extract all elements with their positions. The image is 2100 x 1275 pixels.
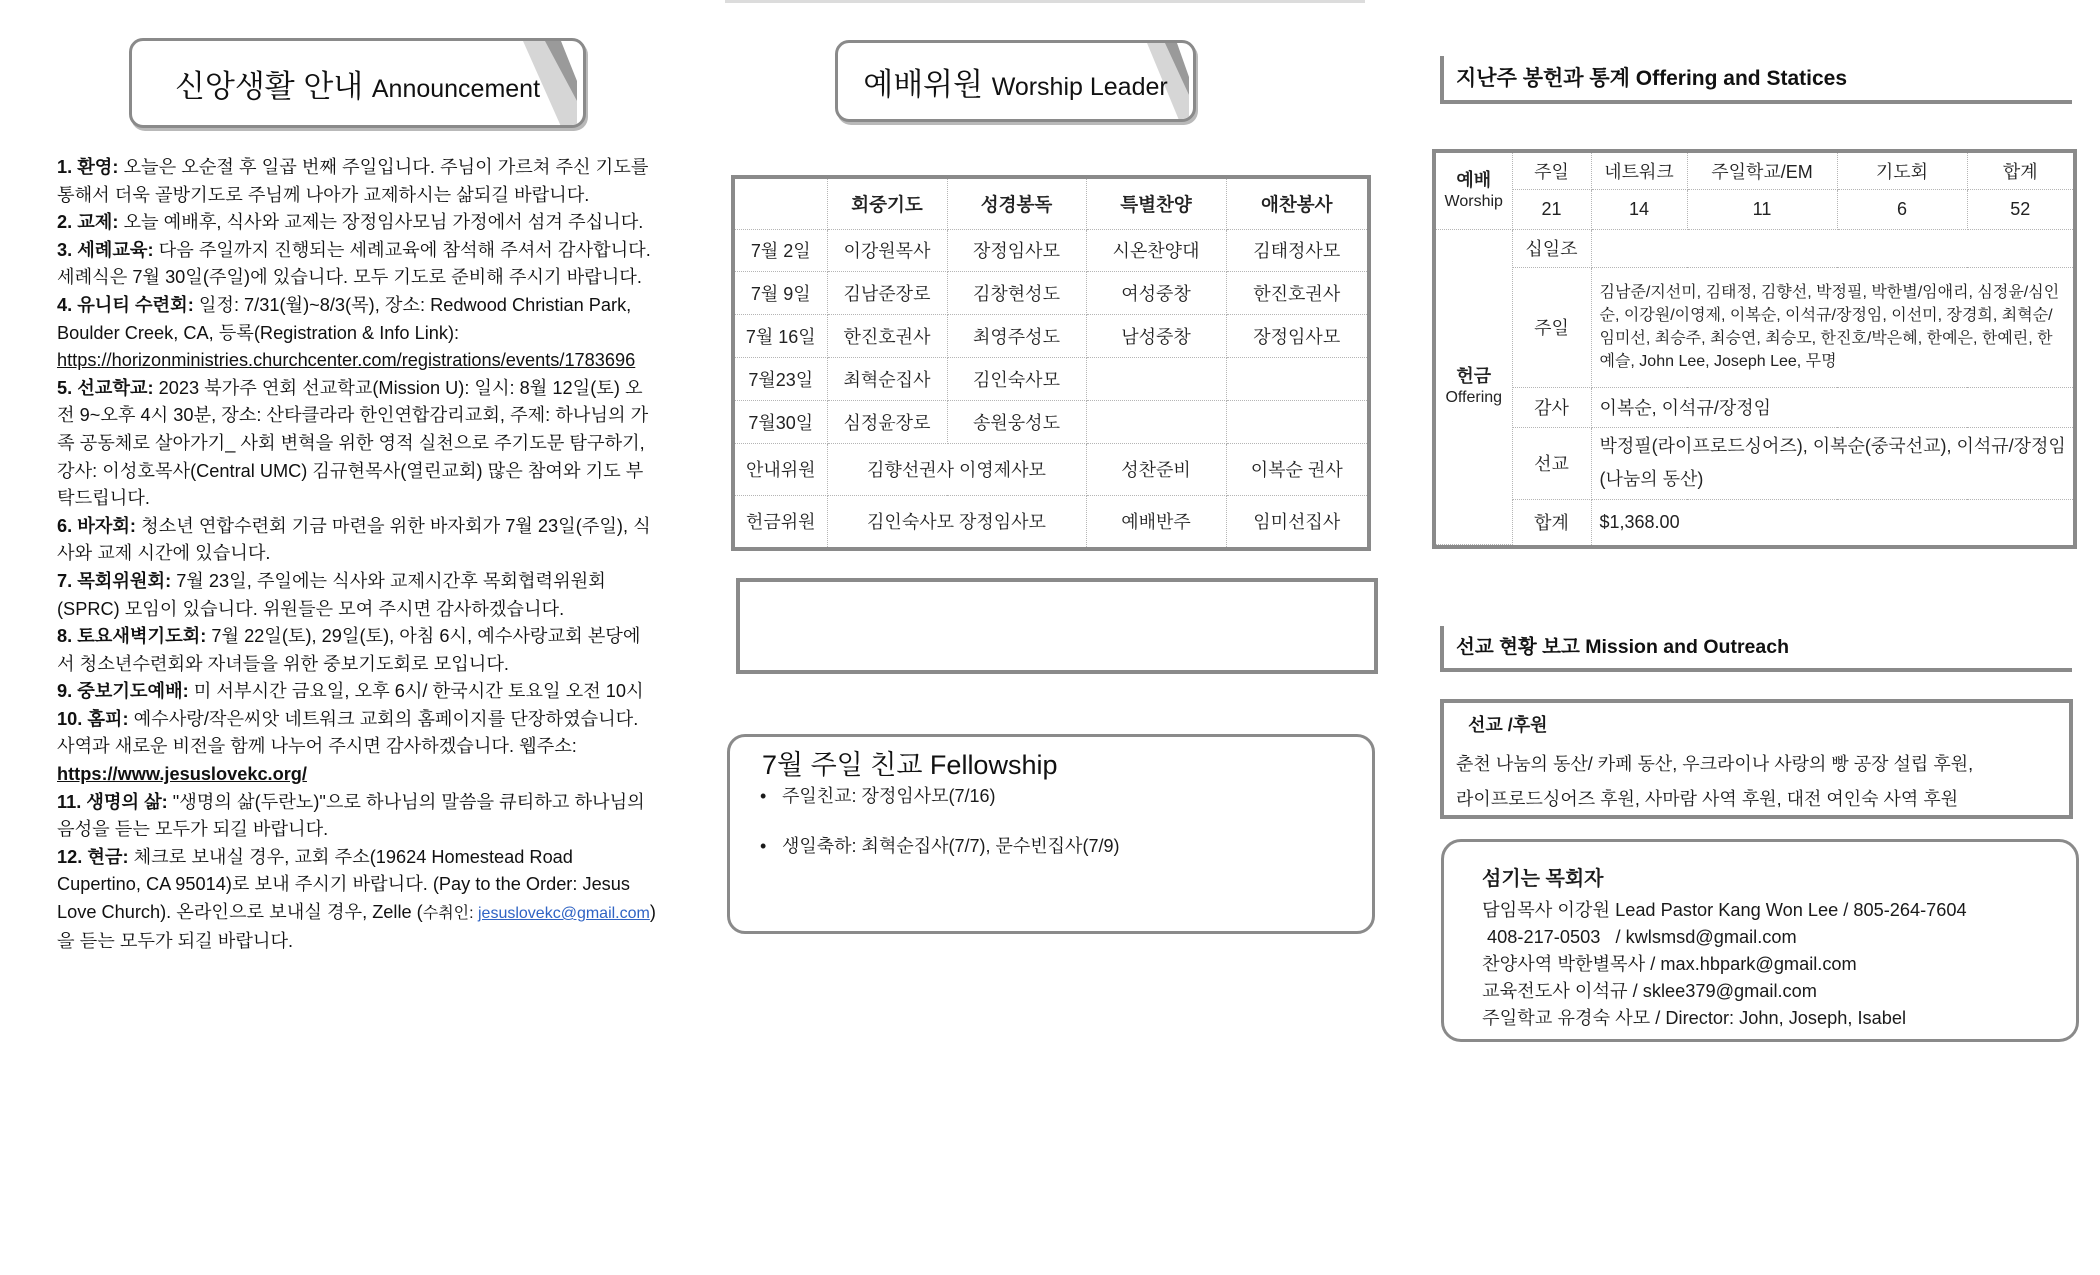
announcement-item: 9. 중보기도예배: 미 서부시간 금요일, 오후 6시/ 한국시간 토요일 오전 10시 [57,681,644,702]
website-link[interactable]: https://www.jesuslovekc.org/ [57,764,307,785]
table-cell [1226,357,1367,400]
table-cell: 이복순 권사 [1226,443,1367,495]
pastor-line: 찬양사역 박한별목사 / max.hbpark@gmail.com [1482,954,1857,974]
table-cell: 이강원목사 [827,229,947,272]
mission-section-header: 선교 현황 보고 Mission and Outreach [1440,626,2072,672]
announcement-list [57,154,657,955]
announcement-title: 신앙생활 안내 Announcement [174,68,541,104]
table-cell: 십일조 [1512,229,1591,267]
announcement-item: 10. 홈피: 예수사랑/작은씨앗 네트워크 교회의 홈페이지를 단장하였습니다. 사역과 새로운 비전을 함께 나누어 주시면 감사하겠습니다. 웹주소: https://www.jesuslovekc.org/ [57,708,639,785]
top-divider [725,0,1365,3]
column-header: 기도회 [1837,153,1967,189]
table-cell: 박정필(라이프로드싱어즈), 이복순(중국선교), 이석규/장정임(나눔의 동산) [1591,427,2073,499]
announcement-item: 6. 바자회: 청소년 연합수련회 기금 마련을 위한 바자회가 7월 23일(주일), 식사와 교제 시간에 있습니다. [57,515,651,564]
offering-row [1436,229,2073,267]
table-cell: 김인숙사모 [947,357,1086,400]
table-row [735,357,1367,400]
table-cell [1086,357,1226,400]
announcement-item: 11. 생명의 삶: "생명의 삶(두란노)"으로 하나님의 말씀을 큐티하고 하나님의 음성을 듣는 모두가 되길 바랍니다. [57,791,645,840]
announcement-item: 8. 토요새벽기도회: 7월 22일(토), 29일(토), 아침 6시, 예수사랑교회 본당에서 청소년수련회와 자녀들을 위한 중보기도회로 모입니다. [57,626,641,674]
table-row [735,315,1367,358]
column-header [735,179,827,229]
announcement-item: 4. 유니티 수련회: 일정: 7/31(월)~8/3(목), 장소: Redwood Christian Park, Boulder Creek, CA, 등록(Registration & Info Link): https://horizonministries.churchcenter.com/registrations/events/1783696 [57,294,636,371]
table-cell: 송원웅성도 [947,400,1086,443]
table-cell: 한진호권사 [827,315,947,358]
fellowship-box [727,734,1375,934]
table-cell: 한진호권사 [1226,272,1367,315]
table-cell: 7월 9일 [735,272,827,315]
table-cell: 예배반주 [1086,495,1226,547]
column-header: 성경봉독 [947,179,1086,229]
announcement-item: 3. 세례교육: 다음 주일까지 진행되는 세례교육에 참석해 주셔서 감사합니다. 세례식은 7월 30일(주일)에 있습니다. 모두 기도로 준비해 주시기 바랍니다. [57,239,651,288]
table-cell: 52 [1967,189,2073,229]
table-cell: 6 [1837,189,1967,229]
table-cell: 여성중창 [1086,272,1226,315]
table-cell: 장정임사모 [947,229,1086,272]
table-cell: 이복순, 이석규/장정임 [1591,387,2073,427]
table-cell: 김인숙사모 장정임사모 [827,495,1086,547]
table-cell: 선교 [1512,427,1591,499]
column-header: 주일 [1512,153,1591,189]
announcement-header [129,38,586,128]
pastor-line: 408-217-0503 / kwlsmsd@gmail.com [1482,927,1797,947]
table-cell: 성찬준비 [1086,443,1226,495]
pastor-line: 주일학교 유경숙 사모 / Director: John, Joseph, Isabel [1482,1008,1906,1028]
table-row [735,400,1367,443]
pastors-heading: 섬기는 목회자 [1482,868,1604,890]
table-header-row [735,179,1367,229]
table-cell: 임미선집사 [1253,512,1341,533]
column-header: 합계 [1967,153,2073,189]
table-cell: 김창현성도 [947,272,1086,315]
table-cell: 11 [1687,189,1837,229]
table-cell [1226,400,1367,443]
pastor-line: 교육전도사 이석규 / sklee379@gmail.com [1482,981,1817,1001]
offering-label: 헌금 Offering [1436,229,1512,545]
table-cell: 7월 16일 [735,315,827,358]
table-cell: 헌금위원 [735,495,827,547]
worship-leader-title: 예배위원 Worship Leader [863,66,1168,102]
table-cell: 7월30일 [735,400,827,443]
table-cell: 김태정사모 [1226,229,1367,272]
mission-heading: 선교 /후원 [1468,715,1548,735]
fellowship-list [742,783,1119,883]
column-header: 특별찬양 [1086,179,1226,229]
column-header: 회중기도 [827,179,947,229]
table-row [735,272,1367,315]
table-cell: 안내위원 [735,443,827,495]
mission-line: 춘천 나눔의 동산/ 카페 동산, 우크라이나 사랑의 빵 공장 설립 후원, [1456,754,1974,774]
table-row-offering [735,495,1367,547]
attendance-values-row [1436,189,2073,229]
worship-leader-header [835,40,1196,122]
offering-row [1436,387,2073,427]
table-cell: $1,368.00 [1599,511,1680,532]
offering-table [1432,149,2077,549]
table-cell: 김남준장로 [827,272,947,315]
announcement-item: 12. 현금: 체크로 보내실 경우, 교회 주소(19624 Homestead Road Cupertino, CA 95014)로 보내 주시기 바랍니다. (Pay to the Order: Jesus Love Church). 온라인으로 보내실 경우, Zelle (수취인: jesuslovekc@gmail.com) 을 듣는 모두가 되길 바랍니다. [57,846,656,951]
offering-section-header: 지난주 봉헌과 통계 Offering and Statices [1440,56,2072,104]
announcement-item: 2. 교제: 오늘 예배후, 식사와 교제는 장정임사모님 가정에서 섬겨 주십니다. [57,212,644,233]
offering-row [1436,427,2073,499]
worship-label: 예배 Worship [1436,153,1512,229]
registration-link[interactable]: https://horizonministries.churchcenter.com/registrations/events/1783696 [57,350,636,371]
table-cell [1086,400,1226,443]
table-cell: 주일 [1512,267,1591,387]
worship-leader-table [731,175,1371,551]
zelle-email-link[interactable]: jesuslovekc@gmail.com [478,905,650,923]
announcement-item: 1. 환영: 오늘은 오순절 후 일곱 번째 주일입니다. 주님이 가르쳐 주신 기도를 통해서 더욱 골방기도로 주님께 나아가 교제하시는 삶되길 바랍니다. [57,157,649,205]
table-cell: 김남준/지선미, 김태정, 김향선, 박정필, 박한별/임애리, 심정윤/심인순, 이강원/이영제, 이복순, 이석규/장정임, 이선미, 장경희, 최혁순/임미선, 최승주, 최승연, 최승모, 한진호/박은혜, 한예은, 한예린, 한예슬, John Lee, Joseph Lee, 무명 [1591,267,2073,387]
offering-row [1436,267,2073,387]
pastor-line: 담임목사 이강원 Lead Pastor Kang Won Lee / 805-264-7604 [1482,900,1967,920]
table-cell: 감사 [1512,387,1591,427]
announcement-item: 5. 선교학교: 2023 북가주 연회 선교학교(Mission U): 일시: 8월 12일(토) 오전 9~오후 4시 30분, 장소: 산타클라라 한인연합감리교회, 주제: 하나님의 가족 공동체로 살아가기_ 사회 변혁을 위한 영적 실천으로 주기도문 탐구하기, 강사: 이성호목사(Central UMC) 김규현목사(열린교회) 많은 참여와 기도 부탁드립니다. [57,377,649,509]
table-cell: 합계 [1512,499,1591,545]
column-header: 애찬봉사 [1226,179,1367,229]
table-cell: 김향선권사 이영제사모 [827,443,1086,495]
table-cell: 남성중창 [1086,315,1226,358]
fellowship-title: 7월 주일 친교 Fellowship [762,750,1058,780]
mission-line: 라이프로드싱어즈 후원, 사마람 사역 후원, 대전 여인숙 사역 후원 [1456,789,1959,809]
table-row-usher [735,443,1367,495]
attendance-header-row [1436,153,2073,189]
table-cell: 장정임사모 [1226,315,1367,358]
table-cell: 7월23일 [735,357,827,400]
column-header: 네트워크 [1591,153,1687,189]
table-cell: 최혁순집사 [827,357,947,400]
table-cell: 최영주성도 [947,315,1086,358]
column-header: 주일학교/EM [1687,153,1837,189]
announcement-item: 7. 목회위원회: 7월 23일, 주일에는 식사와 교제시간후 목회협력위원회(SPRC) 모임이 있습니다. 위원들은 모여 주시면 감사하겠습니다. [57,570,606,619]
table-cell: 심정윤장로 [827,400,947,443]
table-cell [1591,229,2073,267]
mission-box [1440,699,2073,819]
table-cell: 14 [1591,189,1687,229]
pastors-box [1441,839,2079,1042]
blank-box [736,578,1378,674]
table-cell: 21 [1512,189,1591,229]
offering-row [1436,499,2073,545]
table-row [735,229,1367,272]
list-item: • 주일친교: 장정임사모(7/16) [782,783,1119,809]
table-cell: 시온찬양대 [1086,229,1226,272]
list-item: • 생일축하: 최혁순집사(7/7), 문수빈집사(7/9) [782,833,1119,859]
table-cell: 7월 2일 [735,229,827,272]
